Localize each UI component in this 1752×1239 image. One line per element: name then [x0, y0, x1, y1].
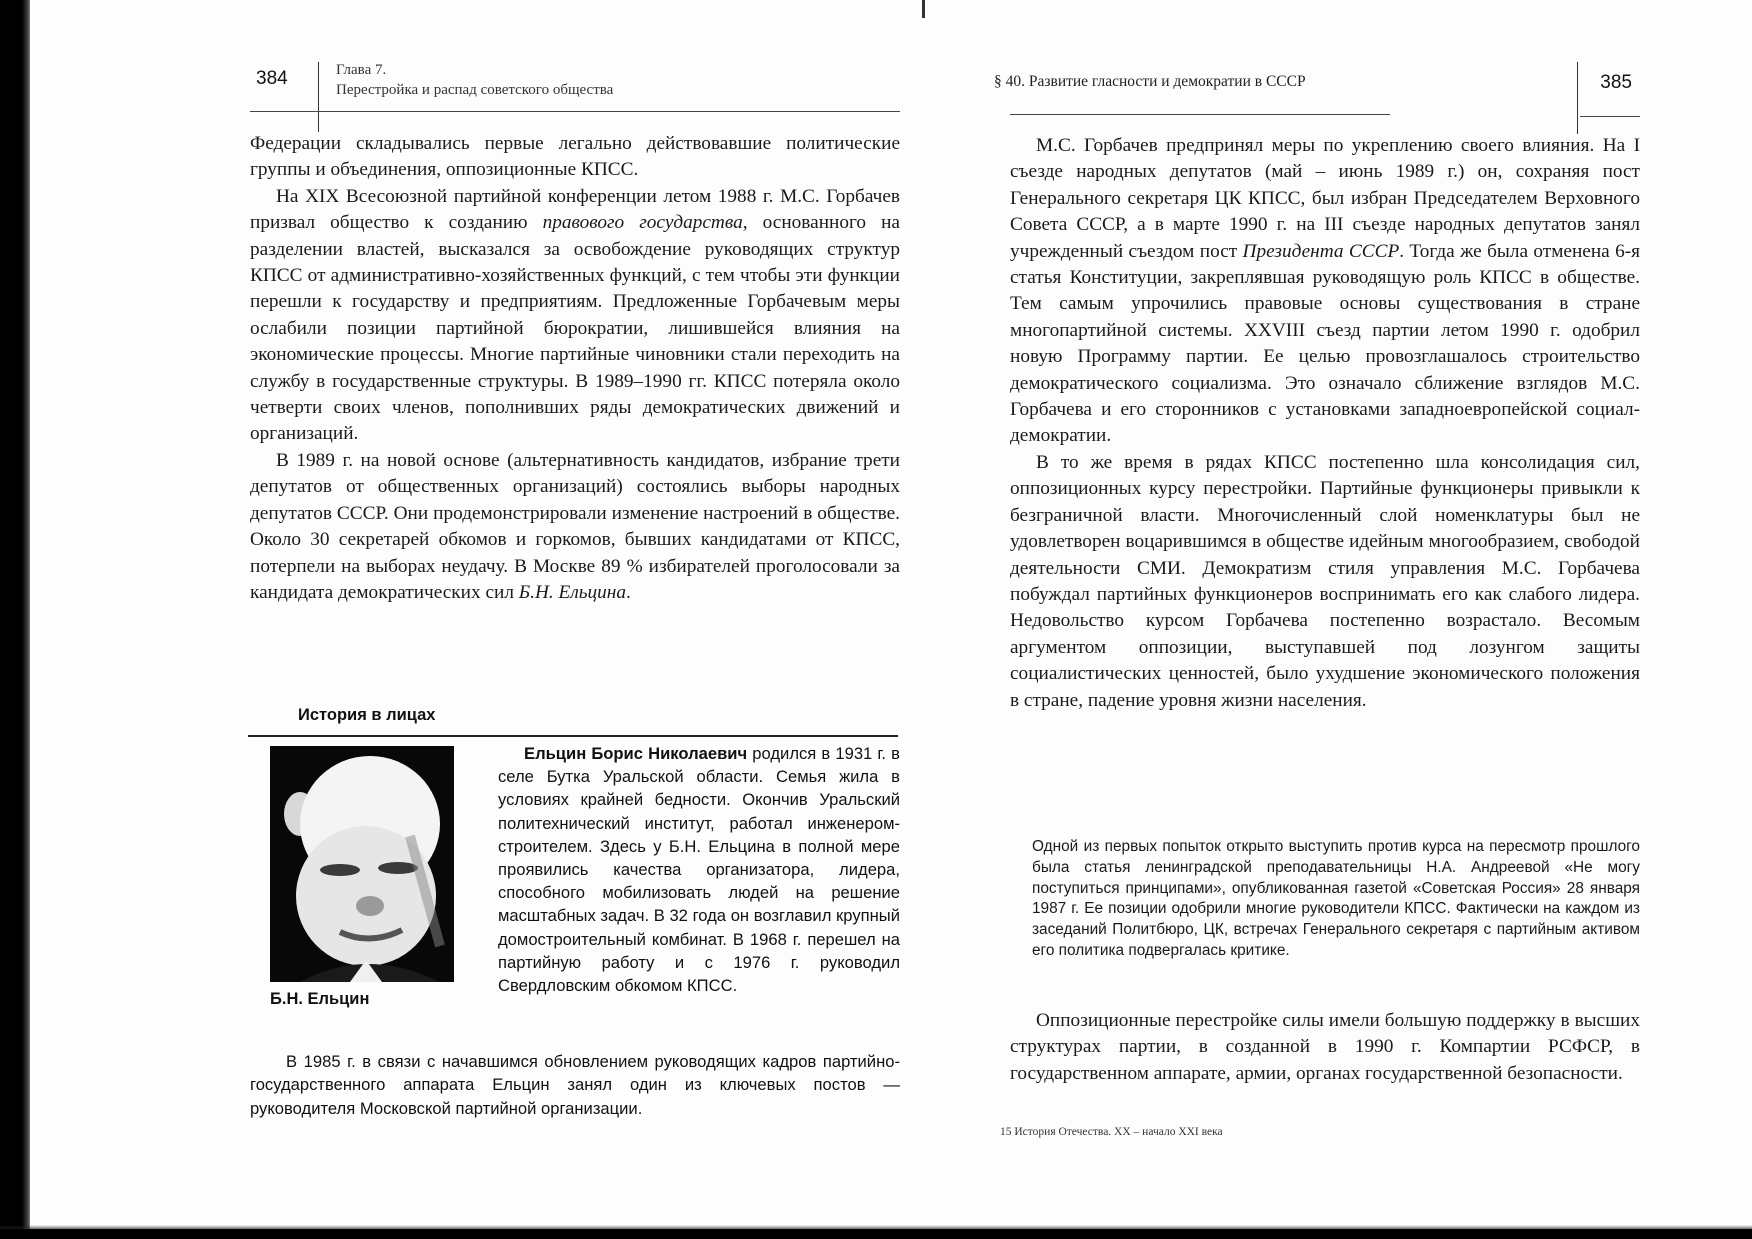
scan-border-left [0, 0, 30, 1239]
paragraph: Оппозиционные перестройке силы имели большую поддержку в высших структурах партии, в созданной в 1990 г. Компартии РСФСР, в государственном аппарате, армии, органах государственной безопасности. [1010, 1010, 1640, 1084]
paragraph [250, 131, 900, 184]
feature-box-title: История в лицах [298, 706, 436, 724]
paragraph: В 1985 г. в связи с начавшимся обновлением руководящих кадров партийно-государственного аппарата Ельцин занял один из ключевых постов — руководителя Московской партийной организации. [250, 1052, 900, 1118]
text-span: . Тогда же была отменена 6-я статья Конституции, закреплявшая руководящую роль КПСС в обществе. Тем самым упрочились правовые основы существования в стране многопартийной системы. XXVIII съезд партии летом 1990 г. одобрил новую Программу партии. Ее целью провозглашалось строительство демократического социализма. Это означало сближение взглядов М.С. Горбачева и его сторонников с установками западноевропейской социал-демократии. [1010, 240, 1641, 447]
right-page [994, 0, 1641, 1138]
gutter-mark [922, 0, 925, 18]
portrait-image-icon [270, 746, 454, 982]
header-divider-vertical [1577, 62, 1578, 134]
header-divider-horizontal [1580, 116, 1640, 117]
scan-border-corner [0, 0, 18, 60]
running-head-left [250, 0, 900, 120]
scan-border-bottom [0, 1229, 1752, 1239]
portrait-photo [270, 746, 454, 982]
left-page [250, 0, 900, 1118]
main-text-right [1010, 133, 1640, 714]
paragraph [250, 184, 900, 448]
paragraph [498, 742, 900, 997]
page-number: 385 [1600, 72, 1632, 93]
header-divider-horizontal [250, 111, 900, 112]
header-divider-horizontal [1010, 114, 1390, 115]
feature-box-divider [248, 735, 898, 737]
paragraph [1010, 450, 1640, 714]
text-span: В то же время в рядах КПСС постепенно шла консолидация сил, оппозиционных курсу перестройки. Партийные функционеры привыкли к безграничной власти. Многочисленный слой номенклатуры был не удовлетворен воцарившимся в обществе идейным многообразием, свободой деятельности СМИ. Демократизм стиля управления М.С. Горбачева побуждал партийных функционеров воспринимать его как слабого лидера. Недовольство курсом Горбачева постепенно возрастало. Весомым аргументом оппозиции, выступавшей под лозунгом защиты социалистических ценностей, было ухудшение экономического положения в стране, падение уровня жизни населения. [1010, 451, 1640, 711]
biography-text [498, 742, 900, 997]
text-span: , основанного на разделении властей, высказался за освобождение руководящих структур КПСС от административно-хозяйственных функций, с тем чтобы эти функции перешли к государству и предприятиям. Предложенные Горбачевым меры ослабили позиции партийной бюрократии, лишившейся влияния на экономические процессы. Многие партийные чиновники стали переходить на службу в государственные структуры. В 1989–1990 гг. КПСС потеряла около четверти своих членов, пополнивших ряды демократических движений и организаций. [250, 212, 900, 445]
header-divider-vertical [318, 62, 319, 132]
portrait-caption: Б.Н. Ельцин [270, 990, 370, 1008]
note-text: Одной из первых попыток открыто выступить против курса на пересмотр прошлого была статья ленинградской преподавательницы Н.А. Андреевой «Не могу поступиться принципами», опубликованная газетой «Советская Россия» 28 января 1987 г. Ее позиции одобрили многие руководители КПСС. Фактически на каждом из заседаний Политбюро, ЦК, встречах Генерального секретаря с партийным активом его политика подвергалась критике. [1032, 838, 1640, 959]
sidebar-note [1032, 837, 1640, 962]
bio-body: родился в 1931 г. в селе Бутка Уральской области. Семья жила в условиях крайней бедности. Окончив Уральский политехнический институт, работал инженером-строителем. Здесь у Б.Н. Ельцина в полной мере проявились качества организатора, лидера, способного мобилизовать людей на решение масштабных задач. В 32 года он возглавил крупный домостроительный комбинат. В 1968 г. перешел на партийную работу и с 1976 г. руководил Свердловским обкомом КПСС. [498, 744, 900, 996]
biography-continuation [250, 1050, 900, 1120]
text-span: На XIX Всесоюзной партийной конференции летом 1988 г. М.С. Горбачев призвал общество к созданию [250, 185, 900, 234]
running-head-right [994, 0, 1640, 120]
main-text-left [250, 131, 900, 606]
section-heading: § 40. Развитие гласности и демократии в СССР [994, 73, 1306, 90]
italic-term: правового государства [542, 212, 743, 234]
text-span: В 1989 г. на новой основе (альтернативность кандидатов, избрание трети депутатов от общественных организаций) состоялись выборы народных депутатов СССР. Они продемонстрировали изменение настроений в обществе. Около 30 секретарей обкомов и горкомов, бывших кандидатами от КПСС, потерпели на выборах неудачу. В Москве 89 % избирателей проголосовали за кандидата демократических сил [250, 449, 900, 603]
signature-footnote: 15 История Отечества. XX – начало XXI века [1000, 1126, 1223, 1138]
text-span: . [626, 581, 631, 603]
paragraph [250, 448, 900, 606]
chapter-number: Глава 7. [336, 62, 387, 78]
chapter-title: Перестройка и распад советского общества [336, 82, 614, 98]
chapter-heading [336, 60, 613, 100]
italic-term: Президента СССР [1242, 240, 1400, 262]
page-number: 384 [256, 68, 288, 89]
main-text-right-continued [1010, 1008, 1640, 1087]
bio-name: Ельцин Борис Николаевич [524, 744, 748, 763]
paragraph [1010, 133, 1640, 450]
text-span: Федерации складывались первые легально действовавшие политические группы и объединения, оппозиционные КПСС. [250, 133, 900, 181]
italic-term: Б.Н. Ельцина [518, 581, 626, 603]
text-span: М.С. Горбачев предпринял меры по укреплению своего влияния. На I съезде народных депутатов (май – июнь 1989 г.) он, сохраняя пост Генерального секретаря ЦК КПСС, был избран Председателем Верховного Совета СССР, а в марте 1990 г. на III съезде народных депутатов занял учрежденный съездом пост [1010, 135, 1640, 262]
